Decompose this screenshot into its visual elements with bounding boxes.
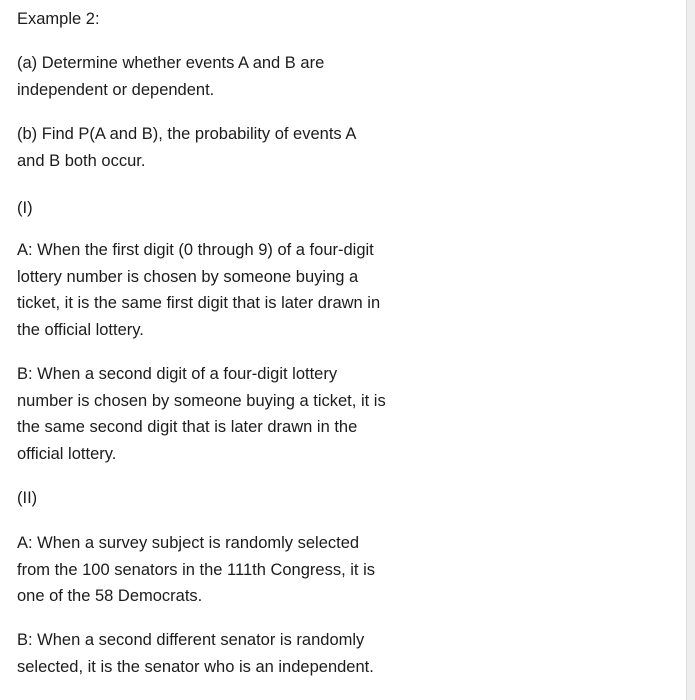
section-i-event-a xyxy=(17,237,380,343)
question-part-b-line-2: and B both occur. xyxy=(17,151,146,170)
section-ii-event-a xyxy=(17,530,375,610)
question-part-b xyxy=(17,121,356,174)
right-edge-divider xyxy=(686,0,695,700)
section-i-event-b-line-2: number is chosen by someone buying a ticket, it is xyxy=(17,391,386,410)
section-ii-event-b-line-2: selected, it is the senator who is an independent. xyxy=(17,657,374,676)
section-i-label: (I) xyxy=(17,199,33,217)
section-ii-event-a-line-1: A: When a survey subject is randomly selected xyxy=(17,534,360,552)
section-i-event-a-line-2: lottery number is chosen by someone buying a xyxy=(17,267,359,286)
section-ii-event-a-line-2: from the 100 senators in the 111th Congress, it is xyxy=(17,560,375,579)
page-title: Example 2: xyxy=(17,10,100,28)
question-part-b-line-1: (b) Find P(A and B), the probability of events A xyxy=(17,125,357,143)
section-i-event-b-line-3: the same second digit that is later drawn in the xyxy=(17,418,358,436)
section-i-event-a-line-1: A: When the first digit (0 through 9) of a four-digit xyxy=(17,241,374,259)
section-i-event-b-line-4: official lottery. xyxy=(17,444,117,463)
section-ii-event-a-line-3: one of the 58 Democrats. xyxy=(17,587,203,605)
section-i-event-a-line-4: the official lottery. xyxy=(17,320,144,339)
section-i-event-a-line-3: ticket, it is the same first digit that is later drawn in xyxy=(17,294,381,312)
section-i-event-b xyxy=(17,361,386,467)
question-part-a-line-1: (a) Determine whether events A and B are xyxy=(17,54,325,72)
section-i-event-b-line-1: B: When a second digit of a four-digit lottery xyxy=(17,365,338,383)
section-ii-label: (II) xyxy=(17,489,38,507)
question-part-a-line-2: independent or dependent. xyxy=(17,80,215,99)
question-part-a xyxy=(17,50,324,103)
section-ii-event-b-line-1: B: When a second different senator is randomly xyxy=(17,631,365,649)
section-ii-event-b xyxy=(17,627,374,680)
